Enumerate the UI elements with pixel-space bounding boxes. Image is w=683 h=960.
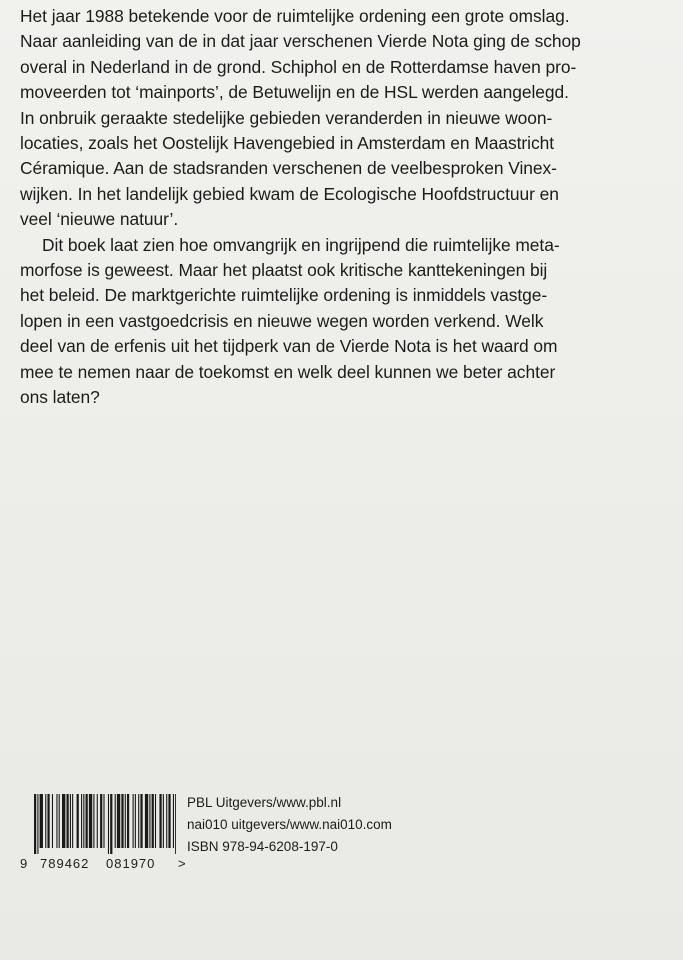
barcode-bar [168,794,170,848]
barcode-bar [108,794,109,854]
barcode-bar [72,794,73,848]
barcode-bar [121,794,123,848]
text-line: mee te nemen naar de toekomst en welk deel kunnen we beter achter [20,361,556,382]
barcode-bar [47,794,49,848]
text-line: morfose is geweest. Maar het plaatst ook kritische kanttekeningen bij [20,260,548,281]
text-line: Céramique. Aan de stadsranden verschenen de veelbesproken Vinex- [20,158,557,179]
barcode-bars [34,794,176,854]
text-line: deel van de erfenis uit het tijdperk van de Vierde Nota is het waard om [20,336,558,357]
barcode-bar [62,794,65,848]
barcode-bar [97,794,98,848]
text-line: locaties, zoals het Oostelijk Havengebied in Amsterdam en Maastricht [20,133,555,154]
barcode-bar [166,794,167,848]
barcode-bar [155,794,156,848]
text-line: Naar aanleiding van de in dat jaar verschenen Vierde Nota ging de schop [20,31,581,52]
text-line: wijken. In het landelijk gebied kwam de Ecologische Hoofdstructuur en [20,183,559,204]
barcode-bar [117,794,120,848]
barcode-bar [40,794,43,848]
barcode-bar [100,794,102,848]
text-line: het beleid. De marktgerichte ruimtelijke ordening is inmiddels vastge- [20,285,548,306]
text-line: moveerden tot ‘mainports’, de Betuwelijn en de HSL werden aangelegd. [20,82,569,103]
barcode-bar [56,794,57,848]
barcode-bar [133,794,134,848]
barcode-end-mark: > [178,856,187,871]
barcode-left-group: 789462 [40,856,90,871]
publisher-info [187,792,392,858]
barcode-bar [173,794,174,848]
barcode-bar [163,794,164,848]
barcode-bar [115,794,116,848]
barcode-bar [93,794,94,848]
barcode-bar [45,794,46,848]
barcode-bar [149,794,150,848]
barcode-first-digit: 9 [20,856,29,871]
barcode-bar [159,794,161,848]
barcode-bar [37,794,38,854]
barcode-bar [52,794,53,848]
barcode-bar [145,794,148,848]
barcode-right-group: 081970 [106,856,156,871]
barcode-bar [125,794,126,848]
barcode-bar [89,794,92,848]
barcode-bar [59,794,60,848]
barcode-bar [127,794,129,848]
text-line: In onbruik geraakte stedelijke gebieden veranderden in nieuwe woon- [20,107,553,128]
text-line: veel ‘nieuwe natuur’. [20,209,179,230]
barcode-bar [175,794,176,854]
publisher-pbl: PBL Uitgevers/www.pbl.nl [187,795,342,810]
barcode-bar [70,794,71,848]
barcode-bar [140,794,142,848]
text-line: Het jaar 1988 betekende voor de ruimtelijke ordening een grote omslag. [20,6,570,26]
barcode-bar [66,794,68,848]
text-line: ons laten? [20,387,100,408]
paragraph-1 [20,4,660,233]
barcode-bar [81,794,82,848]
barcode-bar [86,794,88,848]
blurb-text [20,4,660,411]
isbn-barcode [20,794,190,874]
publisher-nai010: nai010 uitgevers/www.nai010.com [187,817,392,832]
barcode-bar [138,794,139,848]
text-line: lopen in een vastgoedcrisis en nieuwe wegen worden verkend. Welk [20,310,544,331]
isbn-number: ISBN 978-94-6208-197-0 [187,839,338,854]
barcode-bar [135,794,136,848]
barcode-bar [77,794,79,848]
barcode-bar [34,794,36,854]
text-line: Dit boek laat zien hoe omvangrijk en ingrijpend die ruimtelijke meta- [42,234,560,255]
text-line: overal in Nederland in de grond. Schiphol en de Rotterdamse haven pro- [20,56,577,77]
barcode-bar [83,794,84,848]
barcode-bar [152,794,154,848]
barcode-bar [110,794,112,854]
barcode-bar [103,794,104,848]
paragraph-2 [20,233,660,411]
